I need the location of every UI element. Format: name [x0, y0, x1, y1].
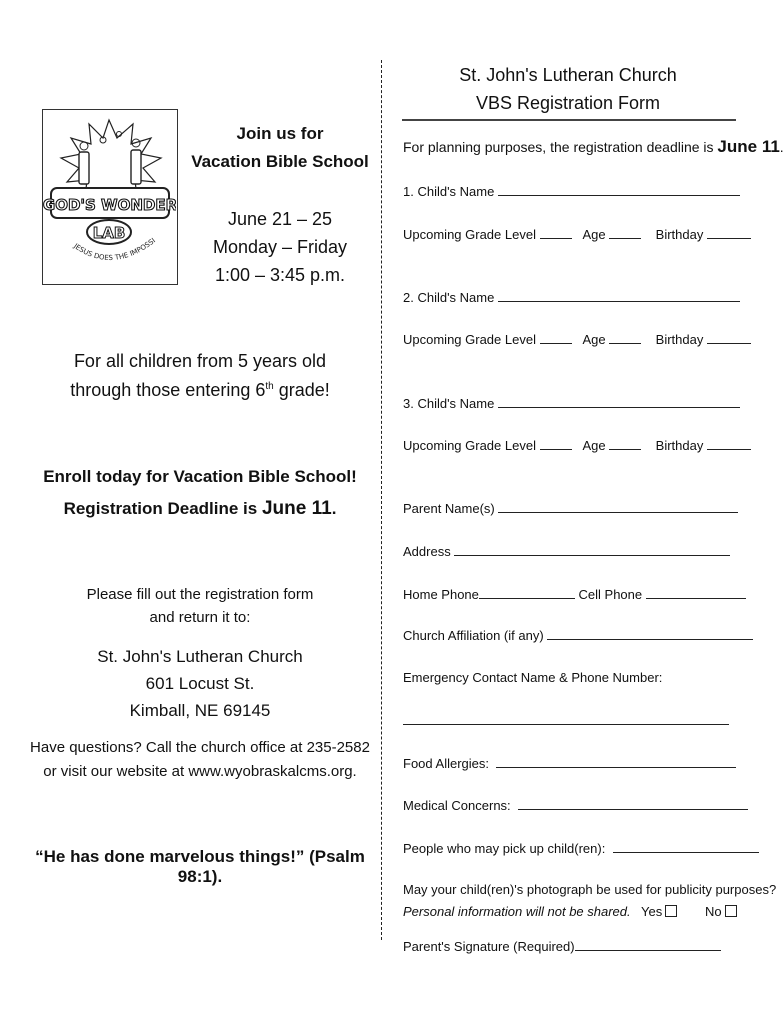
form-title-church: St. John's Lutheran Church — [459, 65, 677, 85]
church-city: Kimball, NE 69145 — [129, 701, 271, 720]
church-affiliation-row: Church Affiliation (if any) — [403, 627, 753, 643]
deadline-date: June 11 — [261, 498, 332, 519]
emergency-contact-label: Emergency Contact Name & Phone Number: — [403, 670, 663, 685]
child-2-age-field[interactable] — [609, 331, 641, 344]
join-line-1: Join us for — [236, 124, 324, 143]
deadline-note: For planning purposes, the registration deadline is June 11. — [403, 137, 784, 156]
pickup-field[interactable] — [613, 840, 759, 853]
form-title: VBS Registration Form — [475, 93, 661, 113]
vbs-logo — [42, 109, 178, 285]
address-row: Address — [403, 543, 730, 559]
emergency-contact-field[interactable] — [403, 712, 729, 725]
home-phone-field[interactable] — [479, 586, 575, 599]
child-3-grade-field[interactable] — [540, 437, 572, 450]
child-1-name-label: 1. Child's Name — [403, 184, 495, 199]
join-line-2: Vacation Bible School — [191, 152, 369, 171]
pickup-row: People who may pick up child(ren): — [403, 840, 759, 856]
child-1-details-row: Upcoming Grade Level Age Birthday — [403, 226, 751, 242]
medical-concerns-field[interactable] — [518, 797, 748, 810]
parent-name-row: Parent Name(s) — [403, 500, 738, 516]
child-3-details-row: Upcoming Grade Level Age Birthday — [403, 437, 751, 453]
dates-time: 1:00 – 3:45 p.m. — [214, 265, 346, 285]
title-rule — [402, 119, 736, 121]
logo-title: GOD'S WONDER — [43, 196, 176, 214]
eligibility-line-2: through those entering 6th grade! — [70, 380, 330, 400]
child-1-grade-field[interactable] — [540, 226, 572, 239]
bible-verse: “He has done marvelous things!” (Psalm 98:1). — [35, 847, 365, 886]
lab-flask-logo-icon — [43, 110, 176, 283]
cell-phone-field[interactable] — [646, 586, 746, 599]
child-2-name-field[interactable] — [498, 289, 740, 302]
privacy-note: Personal information will not be shared. — [403, 904, 631, 919]
questions-line-1: Have questions? Call the church office at 235-2582 — [30, 739, 370, 756]
child-1-age-field[interactable] — [609, 226, 641, 239]
church-street: 601 Locust St. — [145, 674, 255, 693]
dates-days: Monday – Friday — [212, 237, 348, 257]
address-field[interactable] — [454, 543, 730, 556]
logo-subtitle: LAB — [92, 224, 126, 242]
medical-concerns-row: Medical Concerns: — [403, 797, 748, 813]
child-2-details-row: Upcoming Grade Level Age Birthday — [403, 331, 751, 347]
food-allergies-row: Food Allergies: — [403, 755, 736, 771]
return-line-2: and return it to: — [149, 609, 251, 626]
phone-row: Home Phone Cell Phone — [403, 586, 746, 602]
church-name: St. John's Lutheran Church — [97, 647, 303, 666]
questions-line-2: or visit our website at www.wyobraskalcms.org. — [43, 763, 357, 780]
enroll-line-1: Enroll today for Vacation Bible School! — [43, 467, 357, 486]
photo-question: May your child(ren)'s photograph be used for publicity purposes? — [403, 882, 777, 897]
child-1-name-field[interactable] — [498, 183, 740, 196]
return-line-1: Please fill out the registration form — [86, 586, 314, 603]
logo-tagline: JESUS DOES THE IMPOSSI — [72, 236, 158, 263]
signature-row: Parent's Signature (Required) — [403, 938, 721, 954]
parent-name-field[interactable] — [498, 500, 738, 513]
child-2-name-label: 2. Child's Name — [403, 290, 495, 305]
child-1-name-row — [403, 183, 740, 199]
child-1-birthday-field[interactable] — [707, 226, 751, 239]
child-3-birthday-field[interactable] — [707, 437, 751, 450]
no-checkbox[interactable] — [725, 905, 737, 917]
yes-option[interactable]: Yes — [641, 904, 677, 919]
child-2-name-row — [403, 289, 740, 305]
yes-checkbox[interactable] — [665, 905, 677, 917]
eligibility-line-1: For all children from 5 years old — [73, 351, 327, 371]
photo-consent-row — [403, 904, 735, 919]
child-3-age-field[interactable] — [609, 437, 641, 450]
child-3-name-field[interactable] — [498, 395, 740, 408]
food-allergies-field[interactable] — [496, 755, 736, 768]
no-option[interactable]: No — [705, 904, 737, 919]
emergency-contact-row — [403, 712, 729, 728]
child-3-name-row — [403, 395, 740, 411]
dates-range: June 21 – 25 — [227, 209, 333, 229]
church-affiliation-field[interactable] — [547, 627, 753, 640]
child-2-birthday-field[interactable] — [707, 331, 751, 344]
enroll-line-2: Registration Deadline is June 11. — [63, 498, 337, 519]
cut-line-divider — [381, 60, 382, 940]
signature-field[interactable] — [575, 938, 721, 951]
child-3-name-label: 3. Child's Name — [403, 396, 495, 411]
child-2-grade-field[interactable] — [540, 331, 572, 344]
